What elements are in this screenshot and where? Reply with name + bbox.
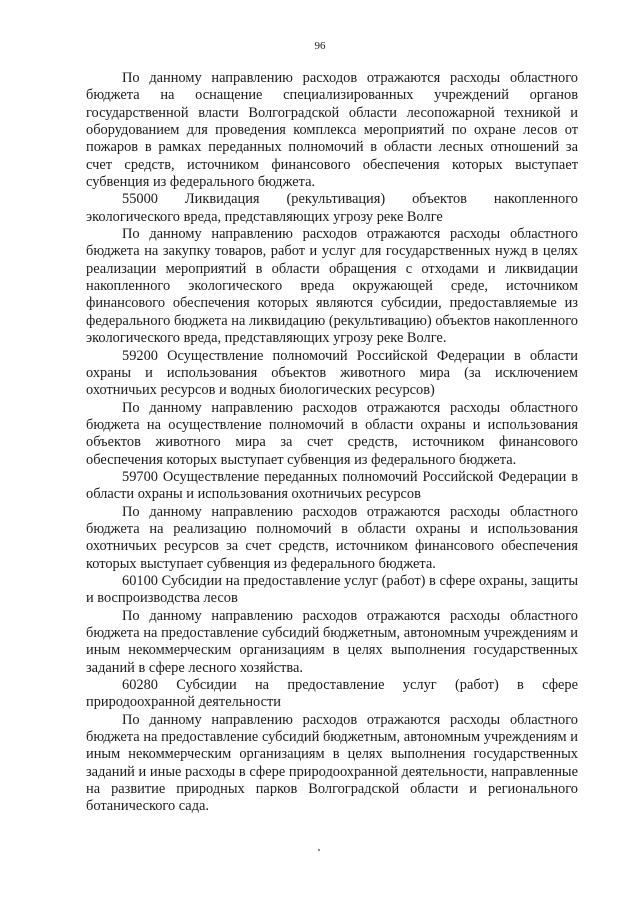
page-number: 96 [314, 40, 326, 52]
paragraph-55000: По данному направлению расходов отражаются расходы областного бюджета на закупку товаров, работ и услуг для государственных нужд в целях реализации мероприятий в области обращения с отходами и ликвидации накопленного экологического вреда окружающей среде, источником финансового обеспечения которых являются субсидии, предоставляемые из федерального бюджета на ликвидацию (рекультивацию) объектов накопленного экологического вреда, представляющих угрозу реке Волге. [86, 226, 578, 347]
document-body [86, 70, 578, 816]
heading-60280: 60280 Субсидии на предоставление услуг (работ) в сфере природоохранной деятельности [86, 677, 578, 711]
paragraph-funding-forest-fire: По данному направлению расходов отражаются расходы областного бюджета на оснащение специализированных учреждений органов государственной власти Волгоградской области лесопожарной техникой и оборудованием для проведения комплекса мероприятий по охране лесов от пожаров в рамках переданных полномочий в области лесных отношений за счет средств, источником финансового обеспечения которых выступает субвенция из федерального бюджета. [86, 70, 578, 191]
heading-60100: 60100 Субсидии на предоставление услуг (работ) в сфере охраны, защиты и воспроизводства лесов [86, 572, 578, 607]
paragraph-60100: По данному направлению расходов отражаются расходы областного бюджета на предоставление субсидий бюджетным, автономным учреждениям и иным некоммерческим организациям в целях выполнения государственных заданий в сфере лесного хозяйства. [86, 607, 578, 676]
paragraph-59700: По данному направлению расходов отражаются расходы областного бюджета на реализацию полномочий в области охраны и использования охотничьих ресурсов за счет средств, источником финансового обеспечения которых выступает субвенция из федерального бюджета. [86, 503, 578, 572]
paragraph-60280: По данному направлению расходов отражаются расходы областного бюджета на предоставление субсидий бюджетным, автономным учреждениям и иным некоммерческим организациям в целях выполнения государственных заданий и иные расходы в сфере природоохранной деятельности, направленные на развитие природных парков Волгоградской области и регионального ботанического сада. [86, 711, 578, 815]
paragraph-59200: По данному направлению расходов отражаются расходы областного бюджета на осуществление полномочий в области охраны и использования объектов животного мира за счет средств, источником финансового обеспечения которых выступает субвенция из федерального бюджета. [86, 399, 578, 468]
heading-59700: 59700 Осуществление переданных полномочий Российской Федерации в области охраны и использования охотничьих ресурсов [86, 468, 578, 503]
heading-59200: 59200 Осуществление полномочий Российской Федерации в области охраны и использования объектов животного мира (за исключением охотничьих ресурсов и водных биологических ресурсов) [86, 347, 578, 399]
scan-speck [318, 849, 320, 851]
heading-55000: 55000 Ликвидация (рекультивация) объектов накопленного экологического вреда, представляющих угрозу реке Волге [86, 191, 578, 225]
